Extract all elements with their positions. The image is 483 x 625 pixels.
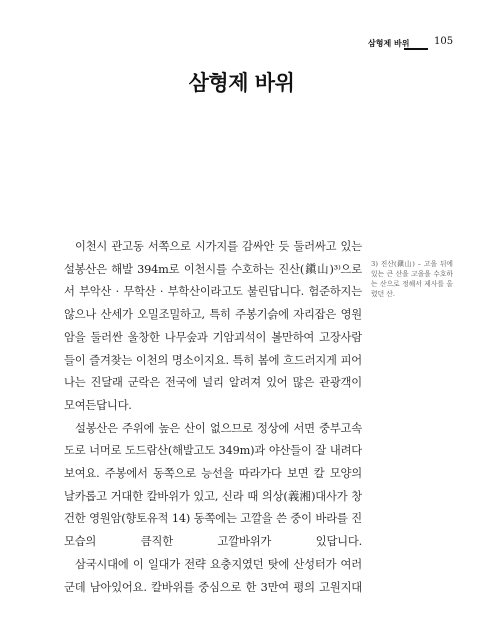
- header-rule: [404, 48, 428, 50]
- paragraph-3: 삼국시대에 이 일대가 전략 요충지였던 탓에 산성터가 여러 군데 남아있어요. 칼바위를 중심으로 한 3만여 평의 고원지대: [64, 557, 362, 594]
- body-text: [64, 236, 362, 599]
- paragraph-2: 설봉산은 주위에 높은 산이 없으므로 정상에 서면 중부고속도로 너머로 도드람산(해발고도 349m)과 야산들이 잘 내려다 보여요. 주봉에서 동쪽으로 능선을 따라가다 보면 칼 모양의 날카롭고 거대한 칼바위가 있고, 신라 때 의상(義湘)대사가 창건한 영원암(향토유적 14) 동쪽에는 고깔을 쓴 중이 바라를 진 모습의 큼직한 고깔바위가 있답니다.: [64, 421, 362, 549]
- footnote: 3) 진산(鎭山) – 고을 뒤에 있는 큰 산을 고을을 수호하는 산으로 정해서 제사를 올렸던 산.: [371, 260, 453, 298]
- running-header-title: 삼형제 바위: [368, 39, 410, 48]
- page-number: 105: [434, 36, 454, 47]
- chapter-title: 삼형제 바위: [188, 71, 295, 95]
- paragraph-1: 이천시 관고동 서쪽으로 시가지를 감싸안 듯 둘러싸고 있는 설봉산은 해발 394m로 이천시를 수호하는 진산(鎭山)³⁾으로서 부악산 · 무학산 · 부학산이라고도 불린답니다. 험준하지는 않으나 산세가 오밀조밀하고, 특히 주봉기슭에 자리잡은 영원암을 둘러싼 울창한 나무숲과 기암괴석이 볼만하여 고장사람들이 즐겨찾는 이천의 명소이지요. 특히 봄에 흐드러지게 피어나는 진달래 군락은 전국에 널리 알려져 있어 많은 관광객이 모여든답니다.: [64, 240, 362, 412]
